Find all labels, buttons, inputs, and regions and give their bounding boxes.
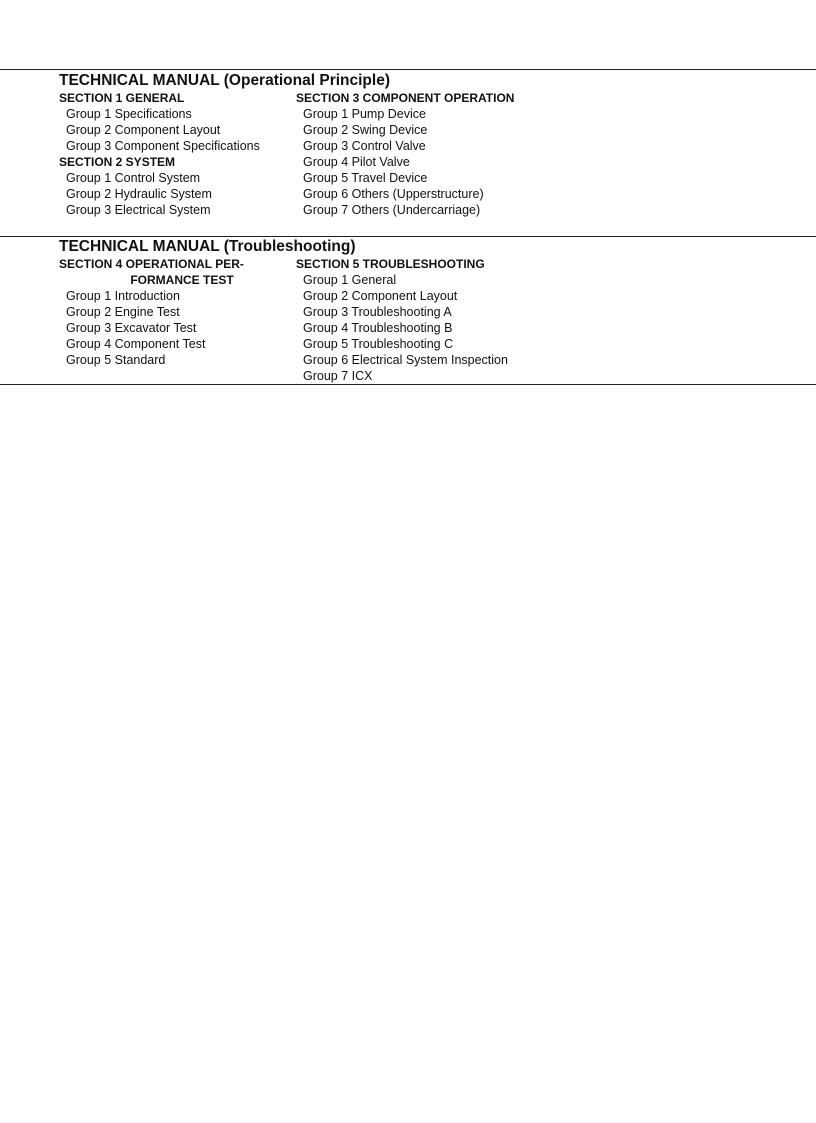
list-item: Group 2 Hydraulic System — [66, 187, 212, 201]
left-column — [59, 256, 295, 368]
group-list — [59, 170, 295, 218]
bottom-rule — [0, 384, 816, 385]
group-list — [59, 106, 295, 154]
right-column — [296, 90, 596, 218]
list-item: Group 7 ICX — [303, 369, 373, 383]
list-item: Group 2 Component Layout — [303, 289, 458, 303]
section-title: SECTION 3 COMPONENT OPERATION — [296, 91, 515, 105]
list-item: Group 6 Electrical System Inspection — [303, 353, 508, 367]
list-item: Group 1 Pump Device — [303, 107, 426, 121]
list-item: Group 1 Specifications — [66, 107, 192, 121]
list-item: Group 4 Pilot Valve — [303, 155, 410, 169]
list-item: Group 2 Component Layout — [66, 123, 221, 137]
group-list — [296, 272, 596, 384]
list-item: Group 3 Troubleshooting A — [303, 305, 452, 319]
list-item: Group 6 Others (Upperstructure) — [303, 187, 484, 201]
manual-title: TECHNICAL MANUAL (Troubleshooting) — [59, 238, 356, 255]
section-3-component-operation — [296, 90, 596, 218]
manual-troubleshooting — [59, 238, 759, 456]
list-item: Group 1 Introduction — [66, 289, 180, 303]
list-item: Group 3 Control Valve — [303, 139, 426, 153]
list-item: Group 5 Travel Device — [303, 171, 428, 185]
section-title-line-1: SECTION 4 OPERATIONAL PER- — [59, 257, 244, 271]
list-item: Group 1 Control System — [66, 171, 201, 185]
section-title-line-2: FORMANCE TEST — [130, 273, 234, 287]
list-item: Group 3 Electrical System — [66, 203, 211, 217]
list-item: Group 2 Swing Device — [303, 123, 428, 137]
right-column — [296, 256, 596, 384]
list-item: Group 7 Others (Undercarriage) — [303, 203, 481, 217]
manual-title: TECHNICAL MANUAL (Operational Principle) — [59, 72, 390, 89]
group-list — [59, 288, 295, 368]
list-item: Group 3 Excavator Test — [66, 321, 197, 335]
list-item: Group 1 General — [303, 273, 397, 287]
section-2-system — [59, 154, 295, 218]
section-title — [59, 256, 295, 288]
list-item: Group 4 Troubleshooting B — [303, 321, 453, 335]
list-item: Group 2 Engine Test — [66, 305, 180, 319]
left-column — [59, 90, 295, 218]
list-item: Group 5 Troubleshooting C — [303, 337, 454, 351]
middle-rule — [0, 236, 816, 237]
section-title: SECTION 5 TROUBLESHOOTING — [296, 257, 485, 271]
section-title: SECTION 2 SYSTEM — [59, 155, 176, 169]
list-item: Group 5 Standard — [66, 353, 166, 367]
section-1-general — [59, 90, 295, 154]
section-columns — [59, 256, 759, 456]
section-title: SECTION 1 GENERAL — [59, 91, 185, 105]
top-rule — [0, 69, 816, 70]
list-item: Group 3 Component Specifications — [66, 139, 260, 153]
section-4-operational-performance-test — [59, 256, 295, 368]
list-item: Group 4 Component Test — [66, 337, 206, 351]
group-list — [296, 106, 596, 218]
section-5-troubleshooting — [296, 256, 596, 384]
